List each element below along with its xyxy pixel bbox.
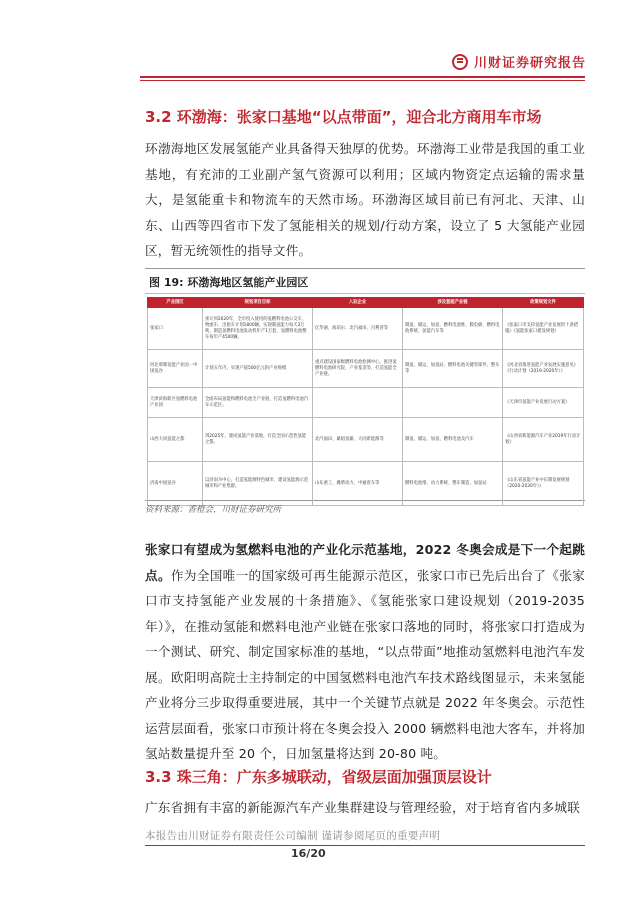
col-header: 政策规划文件: [503, 298, 584, 308]
zhangjiakou-paragraph: [145, 537, 585, 767]
chuancai-logo-icon: [452, 54, 468, 70]
table-row: [148, 350, 584, 388]
table-cell: 山东重工、潍柴动力、中通客车等: [313, 462, 403, 506]
figure-title-rule: [145, 293, 585, 294]
table-cell: 山西大同氢能之都: [148, 418, 203, 462]
table-cell: 张家口: [148, 308, 203, 350]
page-number: 16/20: [291, 847, 326, 860]
report-header: [452, 52, 586, 71]
table-cell: 《张家口市支持氢能产业发展的十条措施》《氢能张家口建设规划》: [503, 308, 584, 350]
section-3-3-title: 3.3 珠三角：广东多城联动，省级层面加强顶层设计: [145, 768, 492, 786]
table-row: [148, 308, 584, 350]
table-cell: 计划五年内，实现产值500亿元的产业规模: [203, 350, 313, 388]
section-3-2-title: 3.2 环渤海：张家口基地“以点带面”，迎合北方商用车市场: [145, 108, 542, 126]
header-rule: [140, 76, 585, 78]
hydrogen-park-table: [147, 297, 584, 506]
table-cell: 亿华通、海珀尔、北汽福田、百利普等: [313, 308, 403, 350]
table-row: [148, 388, 584, 418]
table-cell: [313, 388, 403, 418]
table-cell: 制氢、储运、加氢站、燃料电池关键零部件、整车等: [403, 350, 503, 388]
table-cell: 重点建设国家级燃料电池检测中心，推进氢燃料电池研究院、产业基金等，打造氢能全产业链。: [313, 350, 403, 388]
paragraph-body: 作为全国唯一的国家级可再生能源示范区，张家口市已先后出台了《张家口市支持氢能产业发展的十条措施》、《氢能张家口建设规划（2019-2035 年）》，在推动氢能和燃料电池产业链在张家口落地的同时，将张家口打造成为一个测试、研究、制定国家标准的基地，“以点带面”地推动氢燃料电池汽车发展。欧阳明高院士主持制定的中国氢燃料电池汽车技术路线图显示，未来氢能产业将分三步取得重要进展，其中一个关键节点就是 2022 年冬奥会。示范性运营层面看，张家口市预计将在冬奥会投入 2000 辆燃料电池大客车，并将加氢站数量提升至 20 个，日加氢量将达到 20-80 吨。: [145, 567, 585, 761]
table-cell: 《山西省新能源汽车产业2019年行动计划》: [503, 418, 584, 462]
table-header-row: [148, 298, 584, 308]
brand-name: 川财证券研究报告: [473, 56, 586, 71]
col-header: 涉及氢能产业链: [403, 298, 503, 308]
table-cell: 《天津市氢能产业发展行动方案》: [503, 388, 584, 418]
table-cell: 全面布局氢能和燃料电池全产业链，打造氢燃料电池汽车示范区。: [203, 388, 313, 418]
table-cell: 制氢、储运、加氢、燃料电池及汽车: [403, 418, 503, 462]
table-row: [148, 418, 584, 462]
table-cell: 燃料电池堆、动力系统、整车制造、加氢站: [403, 462, 503, 506]
table-cell: 以济南为中心，打造氢能源特色城市，建设氢能源示范城市和产业集群。: [203, 462, 313, 506]
table-cell: 北汽福田、雄韬氢雄、大同新能源等: [313, 418, 403, 462]
section-3-2-intro: 环渤海地区发展氢能产业具备得天独厚的优势。环渤海工业带是我国的重工业基地，有充沛的工业副产氢气资源可以利用；区域内物资定点运输的需求量大，是氢能重卡和物流车的天然市场。环渤海区域目前已有河北、天津、山东、山西等四省市下发了氢能相关的规划/行动方案，设立了 5 大氢能产业园区，暂无统领性的指导文件。: [145, 141, 585, 258]
section-3-3-intro: 广东省拥有丰富的新能源汽车产业集群建设与管理经验，对于培育省内多城联: [145, 800, 580, 815]
table-cell: [403, 388, 503, 418]
figure-title: 图 19: 环渤海地区氢能产业园区: [149, 276, 309, 289]
footer-disclaimer: 本报告由川财证券有限责任公司编制 谨请参阅尾页的重要声明: [145, 830, 441, 842]
paragraph-lead: 张家口有望成为氢燃料电池的产业化示范基地，2022 冬奥会成是下一个起跳点。: [145, 542, 585, 583]
table-cell: 制氢、储运、加氢、燃料电池堆、膜电极、燃料电池系统、氢能汽车等: [403, 308, 503, 350]
table-cell: 到2025年，建成氢能产业基地，打造全国示范性氢能之都。: [203, 418, 313, 462]
footer-rule: [145, 845, 585, 846]
col-header: 规划项目目标: [203, 298, 313, 308]
table-cell: 《山东省氢能产业中长期发展规划（2020-2030年）》: [503, 462, 584, 506]
table-cell: 济南中国氢谷: [148, 462, 203, 506]
table-cell: 河北邢郸氢能产业园一中国氢谷: [148, 350, 203, 388]
col-header: 产业园区: [148, 298, 203, 308]
figure-19: [145, 268, 585, 501]
col-header: 入驻企业: [313, 298, 403, 308]
table-cell: 预计到2020年，全市投入使用的氢燃料电池公交车、物流车、出租车计划1800辆，实现制氢能力每天2万吨。制造氢燃料电池发动机年产1万套，氢燃料电池整车每年产4500辆。: [203, 308, 313, 350]
table-cell: 《河北省推进氢能产业发展实施意见》《行动计划（2019-2020年）》: [503, 350, 584, 388]
table-row: [148, 462, 584, 506]
header-rule-thin: [140, 80, 585, 81]
figure-source: 资料来源：香橙会，川财证券研究所: [145, 505, 282, 515]
table-cell: 天津滨海新区氢燃料电池产业园: [148, 388, 203, 418]
